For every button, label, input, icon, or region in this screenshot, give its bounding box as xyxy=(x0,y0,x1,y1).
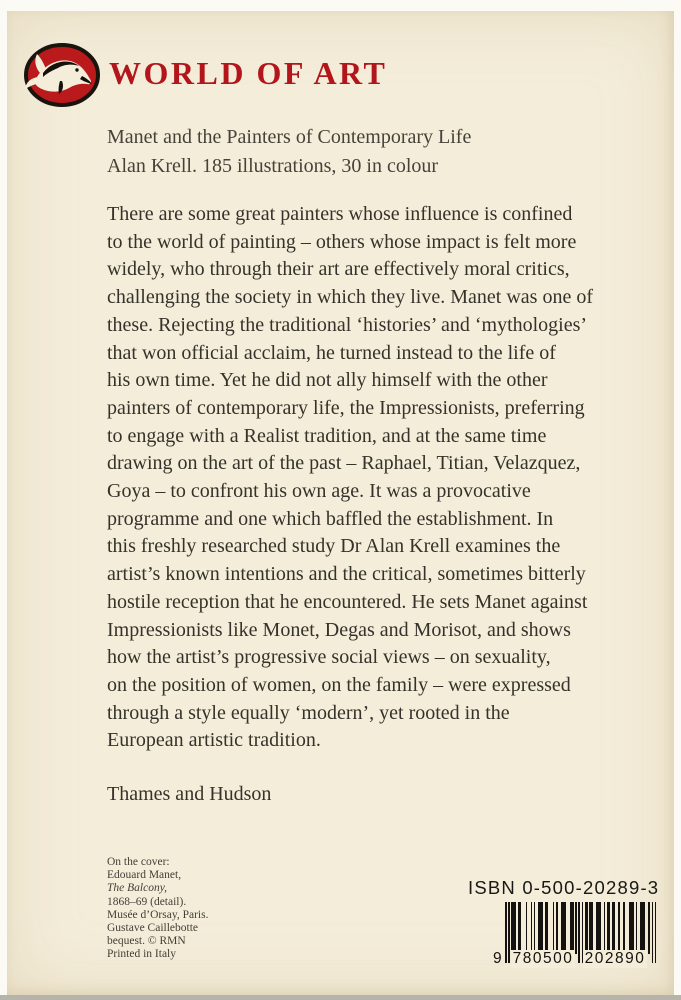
blurb-line: that won official acclaim, he turned instead to the life of xyxy=(107,341,556,364)
blurb-line: on the position of women, on the family – were expressed xyxy=(107,673,571,696)
blurb-line: painters of contemporary life, the Impressionists, preferring xyxy=(107,396,585,419)
blurb-line: through a style equally ‘modern’, yet rooted in the xyxy=(107,701,510,724)
credit-line: On the cover: xyxy=(107,856,170,868)
barcode-digits-left: 780500 xyxy=(512,950,574,967)
blurb-line: drawing on the art of the past – Raphael, Titian, Velazquez, xyxy=(107,452,581,475)
blurb-line: European artistic tradition. xyxy=(107,729,321,752)
credit-line: 1868–69 (detail). xyxy=(107,895,187,908)
blurb-line: artist’s known intentions and the critical, sometimes bitterly xyxy=(107,563,586,586)
barcode-digits-right: 202890 xyxy=(584,950,646,967)
credit-line: Gustave Caillebotte xyxy=(107,922,199,935)
blurb-line: to the world of painting – others whose impact is felt more xyxy=(107,230,577,253)
blurb-line: this freshly researched study Dr Alan Krell examines the xyxy=(107,535,561,558)
cover-background xyxy=(7,11,674,995)
barcode xyxy=(493,902,656,968)
blurb-line: to engage with a Realist tradition, and at the same time xyxy=(107,424,547,447)
blurb-line: widely, who through their art are effectively moral critics, xyxy=(107,258,570,281)
credit-line: The Balcony, xyxy=(107,882,168,895)
cover-credits xyxy=(107,856,208,962)
blurb-line: these. Rejecting the traditional ‘histories’ and ‘mythologies’ xyxy=(107,313,588,336)
author-line: Alan Krell. 185 illustrations, 30 in colour xyxy=(107,155,439,177)
publisher-name: Thames and Hudson xyxy=(107,783,272,805)
dolphin-logo-icon xyxy=(22,41,102,109)
book-title: Manet and the Painters of Contemporary Life xyxy=(107,126,472,148)
scan-edge xyxy=(0,995,681,1000)
blurb-paragraph xyxy=(107,201,593,755)
barcode-bar xyxy=(655,902,657,963)
title-block xyxy=(107,123,471,181)
series-title: WORLD OF ART xyxy=(109,55,388,91)
blurb-line: Impressionists like Monet, Degas and Morisot, and shows xyxy=(107,618,571,641)
blurb-line: his own time. Yet he did not ally himself with the other xyxy=(107,369,548,392)
blurb-line: challenging the society in which they live. Manet was one of xyxy=(107,286,593,309)
blurb-line: There are some great painters whose influence is confined xyxy=(107,203,573,225)
blurb-line: Goya – to confront his own age. It was a provocative xyxy=(107,480,531,503)
barcode-digits xyxy=(493,950,656,968)
blurb-line: hostile reception that he encountered. He sets Manet against xyxy=(107,590,588,613)
credit-line: bequest. © RMN xyxy=(107,935,186,948)
credit-line: Edouard Manet, xyxy=(107,869,182,882)
credit-line: Musée d’Orsay, Paris. xyxy=(107,908,209,921)
blurb-line: how the artist’s progressive social views – on sexuality, xyxy=(107,646,551,669)
isbn-label: ISBN 0-500-20289-3 xyxy=(468,877,660,898)
blurb-line: programme and one which baffled the establishment. In xyxy=(107,507,554,530)
credit-line: Printed in Italy xyxy=(107,948,176,961)
barcode-digit-first: 9 xyxy=(493,950,502,967)
